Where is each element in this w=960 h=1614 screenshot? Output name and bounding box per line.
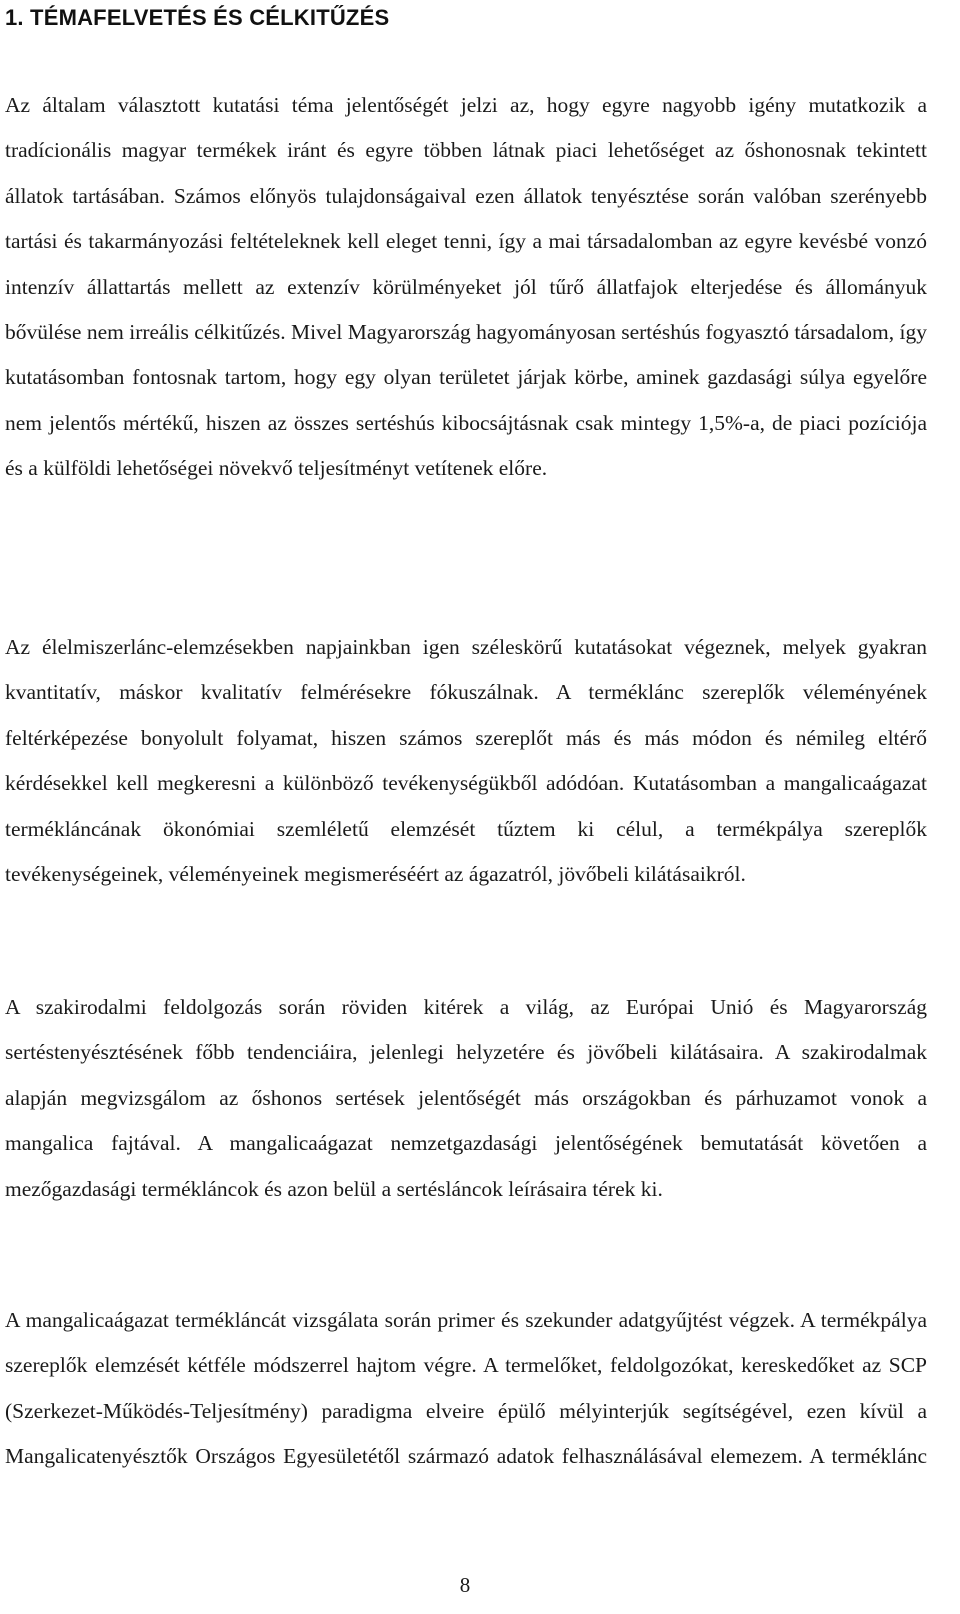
page-number: 8 [459, 1573, 471, 1597]
section-heading: 1. TÉMAFELVETÉS ÉS CÉLKITŰZÉS [5, 5, 390, 30]
paragraph-topic-relevance: Az általam választott kutatási téma jelentőségét jelzi az, hogy egyre nagyobb igény mutatkozik a tradícionális magyar termékek iránt és egyre többen látnak piaci lehetőséget az őshonosnak tekintett állatok tartásában. Számos előnyös tulajdonságaival ezen állatok tenyésztése során valóban szerényebb tartási és takarmányozási feltételeknek kell eleget tenni, így a mai társadalomban az egyre kevésbé vonzó intenzív állattartás mellett az extenzív körülményeket jól tűrő állatfajok elterjedése és állományuk bővülése nem irreális célkitűzés. Mivel Magyarország hagyományosan sertéshús fogyasztó társadalom, így kutatásomban fontosnak tartom, hogy egy olyan területet járjak körbe, aminek gazdasági súlya egyelőre nem jelentős mértékű, hiszen az összes sertéshús kibocsájtásnak csak mintegy 1,5%-a, de piaci pozíciója és a külföldi lehetőségei növekvő teljesítményt vetítenek előre. [5, 93, 927, 481]
paragraph-food-chain-analysis: Az élelmiszerlánc-elemzésekben napjainkban igen széleskörű kutatásokat végeznek, melyek gyakran kvantitatív, máskor kvalitatív felmérésekre fókuszálnak. A terméklánc szereplők véleményének feltérképezése bonyolult folyamat, hiszen számos szereplőt más és más módon és némileg eltérő kérdésekkel kell megkeresni a különböző tevékenységükből adódóan. Kutatásomban a mangalicaágazat termékláncának ökonómiai szemléletű elemzését tűztem ki célul, a termékpálya szereplők tevékenységeinek, véleményeinek megismeréséért az ágazatról, jövőbeli kilátásaikról. [5, 635, 927, 887]
paragraph-methodology: A mangalicaágazat termékláncát vizsgálata során primer és szekunder adatgyűjtést végzek. A termékpálya szereplők elemzését kétféle módszerrel hajtom végre. A termelőket, feldolgozókat, kereskedőket az SCP (Szerkezet-Működés-Teljesítmény) paradigma elveire épülő mélyinterjúk segítségével, ezen kívül a Mangalicatenyésztők Országos Egyesületétől származó adatok felhasználásával elemezem. A terméklánc [5, 1308, 927, 1469]
paragraph-literature-review: A szakirodalmi feldolgozás során röviden kitérek a világ, az Európai Unió és Magyarország sertéstenyésztésének főbb tendenciáira, jelenlegi helyzetére és jövőbeli kilátásaira. A szakirodalmak alapján megvizsgálom az őshonos sertések jelentőségét más országokban és párhuzamot vonok a mangalica fajtával. A mangalicaágazat nemzetgazdasági jelentőségének bemutatását követően a mezőgazdasági termékláncok és azon belül a sertésláncok leírásaira térek ki. [5, 995, 927, 1201]
